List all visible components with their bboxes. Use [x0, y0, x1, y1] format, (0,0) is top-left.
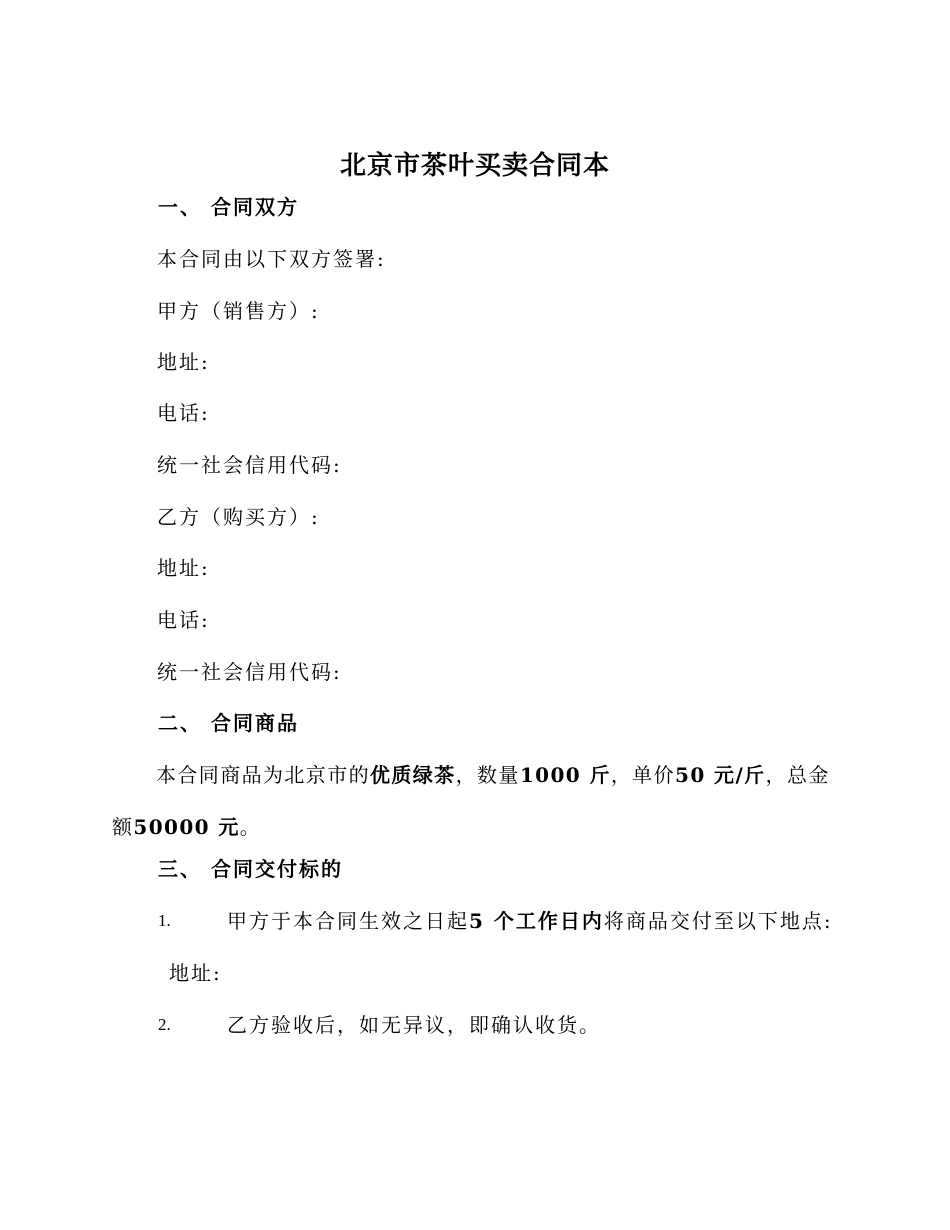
- goods-total-amount: 50000 元: [133, 815, 240, 839]
- document-title: 北京市茶叶买卖合同本: [339, 151, 610, 181]
- parties-intro: 本合同由以下双方签署:: [157, 247, 386, 271]
- delivery-item-1-text-b: 将商品交付至以下地点:: [603, 909, 833, 933]
- section-heading-parties: 一、 合同双方: [158, 195, 299, 219]
- party-b-phone-label: 电话:: [157, 608, 210, 632]
- party-b-address-label: 地址:: [157, 556, 210, 580]
- party-a-phone-label: 电话:: [157, 401, 210, 425]
- party-b-label: 乙方（购买方）:: [157, 505, 320, 529]
- goods-paragraph: [112, 749, 832, 853]
- party-a-label: 甲方（销售方）:: [157, 299, 320, 323]
- goods-text-2: ，数量: [455, 763, 520, 787]
- section-heading-goods: 二、 合同商品: [158, 711, 299, 735]
- delivery-item-2: 乙方验收后，如无异议，即确认收货。: [227, 1013, 601, 1037]
- list-number-1: 1.: [158, 911, 171, 930]
- goods-quantity: 1000 斤: [519, 763, 611, 787]
- goods-text-1: 本合同商品为北京市的: [156, 763, 370, 787]
- delivery-item-1: [227, 906, 833, 936]
- delivery-address-label: 地址:: [169, 961, 222, 985]
- party-a-credit-code-label: 统一社会信用代码:: [157, 453, 342, 477]
- goods-text-5: 。: [239, 815, 262, 839]
- list-number-2: 2.: [158, 1015, 171, 1034]
- goods-unit-price: 50 元/斤: [675, 763, 766, 787]
- party-b-credit-code-label: 统一社会信用代码:: [157, 660, 342, 684]
- delivery-item-1-text-a: 甲方于本合同生效之日起: [227, 909, 469, 933]
- delivery-deadline: 5 个工作日内: [469, 909, 604, 933]
- party-a-address-label: 地址:: [157, 350, 210, 374]
- goods-text-4: ，总金额: [112, 763, 830, 839]
- goods-text-3: ，单价: [610, 763, 676, 787]
- goods-name: 优质绿茶: [370, 763, 456, 787]
- section-heading-delivery: 三、 合同交付标的: [158, 857, 343, 881]
